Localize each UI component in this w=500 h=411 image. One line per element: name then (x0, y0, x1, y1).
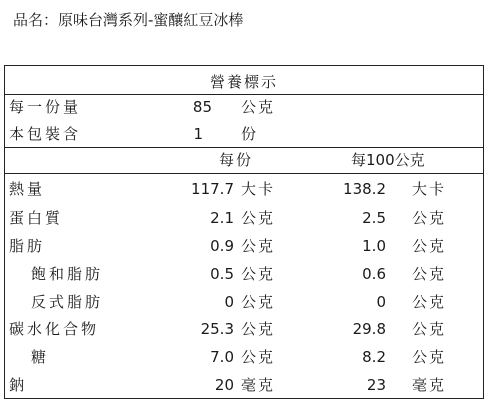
nutrient-row-2-per-serving-unit: 公克 (241, 237, 276, 255)
nutrient-row-0-per-100g-value: 138.2 (343, 180, 386, 198)
nutrient-row-6-label: 糖 (31, 348, 50, 366)
nutrient-row-7-per-100g-unit: 毫克 (412, 376, 447, 394)
serving-size-value: 85 (192, 98, 212, 116)
per-serving-column-header: 每份 (219, 151, 254, 169)
nutrient-row-5-per-serving-unit: 公克 (241, 320, 276, 338)
nutrient-row-0-per-serving-unit: 大卡 (241, 180, 276, 198)
nutrient-row-4-per-100g-unit: 公克 (412, 293, 447, 311)
nutrient-row-6-per-serving-value: 7.0 (210, 348, 234, 366)
nutrition-facts-table (4, 65, 484, 399)
nutrient-row-6-per-100g-unit: 公克 (412, 348, 447, 366)
nutrient-row-7-per-100g-value: 23 (366, 376, 386, 394)
nutrient-row-3-per-100g-value: 0.6 (362, 265, 386, 283)
per-100g-column-header: 每100公克 (351, 151, 425, 169)
nutrient-row-4-label: 反式脂肪 (31, 293, 104, 311)
servings-per-pack-value: 1 (193, 125, 203, 143)
nutrient-row-3-label: 飽和脂肪 (31, 265, 104, 283)
nutrient-row-6-per-100g-value: 8.2 (362, 348, 386, 366)
nutrient-row-6-per-serving-unit: 公克 (241, 348, 276, 366)
nutrient-row-7-per-serving-unit: 毫克 (241, 376, 276, 394)
nutrition-table-title: 營養標示 (209, 73, 278, 91)
nutrient-row-1-per-100g-unit: 公克 (412, 209, 447, 227)
servings-per-pack-label: 本包裝含 (9, 125, 82, 143)
nutrient-row-0-label: 熱量 (9, 180, 46, 198)
nutrient-row-4-per-100g-value: 0 (376, 293, 386, 311)
nutrient-row-7-label: 鈉 (9, 376, 28, 394)
nutrient-row-1-label: 蛋白質 (9, 209, 64, 227)
nutrient-row-0-per-serving-value: 117.7 (191, 180, 234, 198)
nutrient-row-3-per-100g-unit: 公克 (412, 265, 447, 283)
header-divider (5, 147, 483, 148)
nutrient-row-7-per-serving-value: 20 (214, 376, 234, 394)
nutrient-row-1-per-serving-value: 2.1 (210, 209, 234, 227)
nutrient-row-2-label: 脂肪 (9, 237, 46, 255)
serving-size-label: 每一份量 (9, 98, 82, 116)
serving-size-unit: 公克 (241, 98, 276, 116)
nutrient-row-3-per-serving-unit: 公克 (241, 265, 276, 283)
nutrient-row-4-per-serving-unit: 公克 (241, 293, 276, 311)
column-header-divider (5, 173, 483, 174)
nutrient-row-3-per-serving-value: 0.5 (210, 265, 234, 283)
nutrient-row-2-per-serving-value: 0.9 (210, 237, 234, 255)
nutrient-row-2-per-100g-value: 1.0 (362, 237, 386, 255)
nutrient-row-1-per-100g-value: 2.5 (362, 209, 386, 227)
nutrient-row-5-per-100g-unit: 公克 (412, 320, 447, 338)
nutrient-row-5-label: 碳水化合物 (9, 320, 100, 338)
nutrient-row-2-per-100g-unit: 公克 (412, 237, 447, 255)
nutrient-row-0-per-100g-unit: 大卡 (412, 180, 447, 198)
product-name: 品名：原味台灣系列-蜜釀紅豆冰棒 (13, 11, 244, 29)
title-divider (5, 94, 483, 95)
servings-per-pack-unit: 份 (241, 125, 259, 143)
nutrient-row-1-per-serving-unit: 公克 (241, 209, 276, 227)
nutrient-row-4-per-serving-value: 0 (224, 293, 234, 311)
nutrient-row-5-per-100g-value: 29.8 (352, 320, 386, 338)
nutrient-row-5-per-serving-value: 25.3 (200, 320, 234, 338)
